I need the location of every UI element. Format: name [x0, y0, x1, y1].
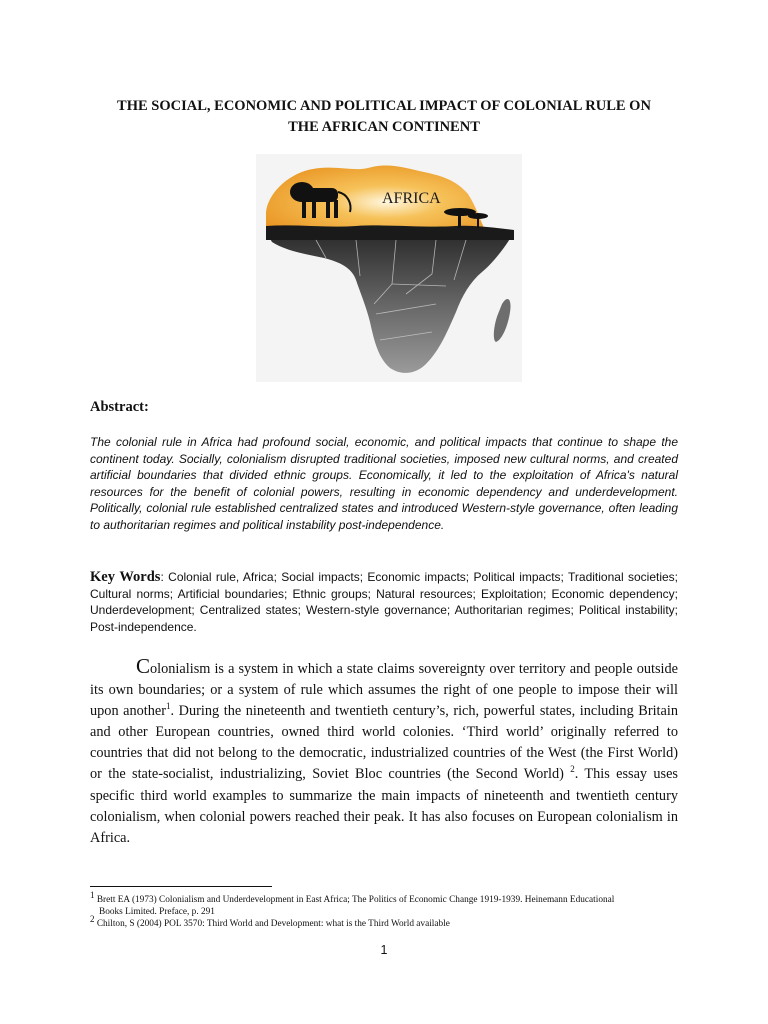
footnote-1-line-1: Brett EA (1973) Colonialism and Underdevelopment in East Africa; The Politics of Economic Change 1919-1939. Heinemann Educational [94, 895, 615, 905]
page-number: 1 [380, 943, 388, 957]
footnote-2-marker: 2 [90, 913, 95, 924]
drop-cap: C [136, 654, 151, 678]
title-line-1: THE SOCIAL, ECONOMIC AND POLITICAL IMPACT OF COLONIAL RULE ON [117, 98, 651, 114]
footnote-1 [90, 889, 678, 906]
keywords-paragraph [90, 569, 678, 635]
body-part-3: . This essay uses specific third world examples to summarize the main impacts of nineteenth and twentieth century colonialism, when colonial powers reached their peak. It has also focuses on European colonialism in Africa. [90, 766, 679, 846]
map-title-label: AFRICA [382, 190, 441, 207]
footnotes [90, 889, 678, 930]
body-paragraph [90, 656, 678, 849]
title-line-2: THE AFRICAN CONTINENT [288, 119, 480, 135]
keywords-label: Key Words [90, 569, 161, 585]
africa-map-illustration [256, 154, 522, 382]
body-part-1: olonialism is a system in which a state claims sovereignty over territory and people outside its own boundaries; or a system of rule which assumes the right of one people to impose their will upon another [90, 661, 678, 720]
footnote-divider [90, 886, 272, 887]
keywords-text: : Colonial rule, Africa; Social impacts; Economic impacts; Political impacts; Traditional societies; Cultural norms; Artificial boundaries; Ethnic groups; Natural resources; Exploitation; Economic dependency; Underdevelopment; Centralized states; Western-style governance; Authoritarian regimes; Political instability; Post-independence. [90, 570, 678, 634]
body-part-2: . During the nineteenth and twentieth century’s, rich, powerful states, including Britain and other European countries, owned third world colonies. ‘Third world’ originally referred to countries that did not belong to the democratic, industrialized countries of the West (the First World) or the state-socialist, industrializing, Soviet Bloc countries (the Second World) [90, 703, 678, 783]
footnote-1-marker: 1 [90, 889, 95, 900]
document-title [90, 96, 678, 138]
footnote-2 [90, 913, 678, 930]
abstract-text: The colonial rule in Africa had profound social, economic, and political impacts that continue to shape the continent today. Socially, colonialism disrupted traditional societies, imposed new cultural norms, and created artificial boundaries that divided ethnic groups. Economically, it led to the exploitation of Africa's natural resources for the benefit of colonial powers, resulting in economic dependency and underdevelopment. Politically, colonial rule established centralized states and introduced Western-style governance, often leading to authoritarian regimes and political instability post-independence. [90, 435, 678, 532]
africa-map-figure [256, 154, 522, 382]
footnote-ref-2[interactable]: 2 [570, 764, 575, 775]
footnote-ref-1[interactable]: 1 [166, 701, 171, 712]
footnote-1-line-2: Books Limited. Preface, p. 291 [99, 907, 215, 917]
map-horizon-silhouette [266, 225, 514, 240]
footnote-2-text: Chilton, S (2004) POL 3570: Third World and Development: what is the Third World available [94, 919, 450, 929]
abstract-heading: Abstract: [90, 399, 149, 415]
